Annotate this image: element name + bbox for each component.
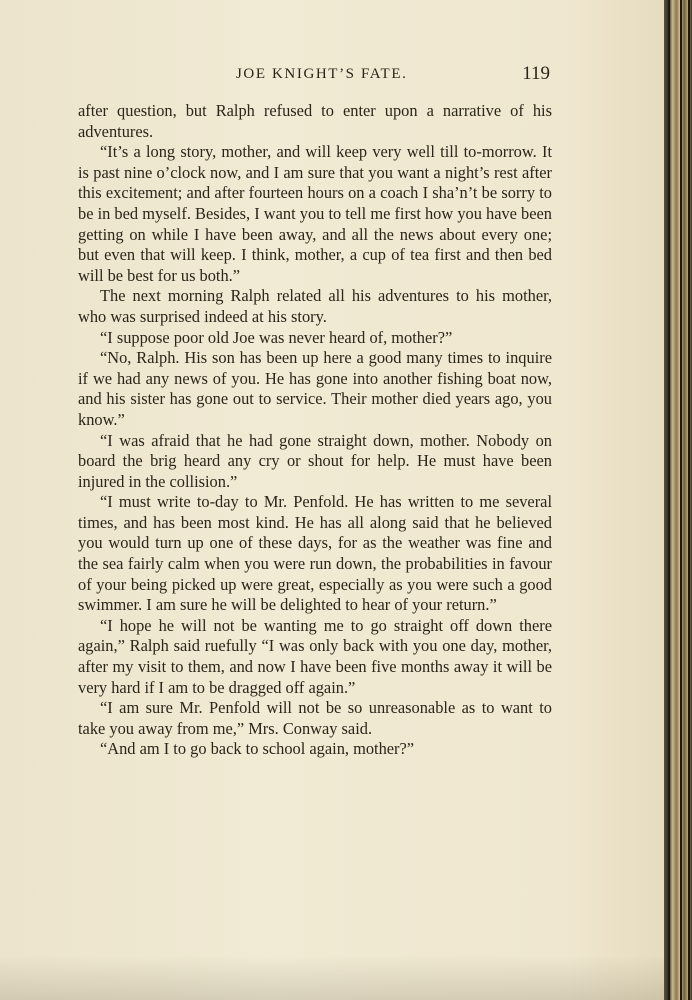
paragraph: “I was afraid that he had gone straight down, mother. Nobody on board the brig heard any cry or shout for help. He must have been injured in the collision.”	[78, 430, 552, 491]
paragraph: “I hope he will not be wanting me to go straight off down there again,” Ralph said ruefully “I was only back with you one day, mother, after my visit to them, and now I have been five months away it will be very hard if I am to be dragged off again.”	[78, 615, 552, 697]
page-header	[78, 63, 552, 90]
book-binding	[664, 0, 692, 1000]
paragraph: “I am sure Mr. Penfold will not be so unreasonable as to want to take you away from me,” Mrs. Conway said.	[78, 698, 552, 738]
paragraph: “And am I to go back to school again, mother?”	[100, 739, 415, 759]
paragraph: “I must write to-day to Mr. Penfold. He has written to me several times, and has been most kind. He has all along said that he believed you would turn up one of these days, for as the weather was fine and the sea fairly calm when you were run down, the probabilities in favour of your being picked up were great, especially as you were such a good swimmer. I am sure he will be delighted to hear of your return.”	[78, 492, 552, 615]
page-number: 119	[522, 63, 550, 84]
paragraph: The next morning Ralph related all his adventures to his mother, who was surprised indeed at his story.	[78, 286, 552, 326]
paragraph: “It’s a long story, mother, and will keep very well till to-morrow. It is past nine o’clock now, and I am sure that you want a night’s rest after this excitement; and after fourteen hours on a coach I sha’n’t be sorry to be in bed myself. Besides, I want you to tell me first how you have been getting on while I have been away, and all the news about every one; but even that will keep. I think, mother, a cup of tea first and then bed will be best for us both.”	[78, 142, 552, 285]
binding-line	[668, 0, 670, 1000]
binding-line	[680, 0, 682, 1000]
paragraph: “I suppose poor old Joe was never heard of, mother?”	[100, 327, 453, 347]
binding-line	[688, 0, 690, 1000]
paragraph: “No, Ralph. His son has been up here a good many times to inquire if we had any news of you. He has gone into another fishing boat now, and his sister has gone out to service. Their mother died years ago, you know.”	[78, 348, 552, 429]
running-head: JOE KNIGHT’S FATE.	[236, 66, 408, 82]
page-shadow	[0, 955, 664, 1000]
paragraph: after question, but Ralph refused to enter upon a narrative of his adventures.	[78, 101, 552, 141]
body-text	[78, 101, 552, 760]
